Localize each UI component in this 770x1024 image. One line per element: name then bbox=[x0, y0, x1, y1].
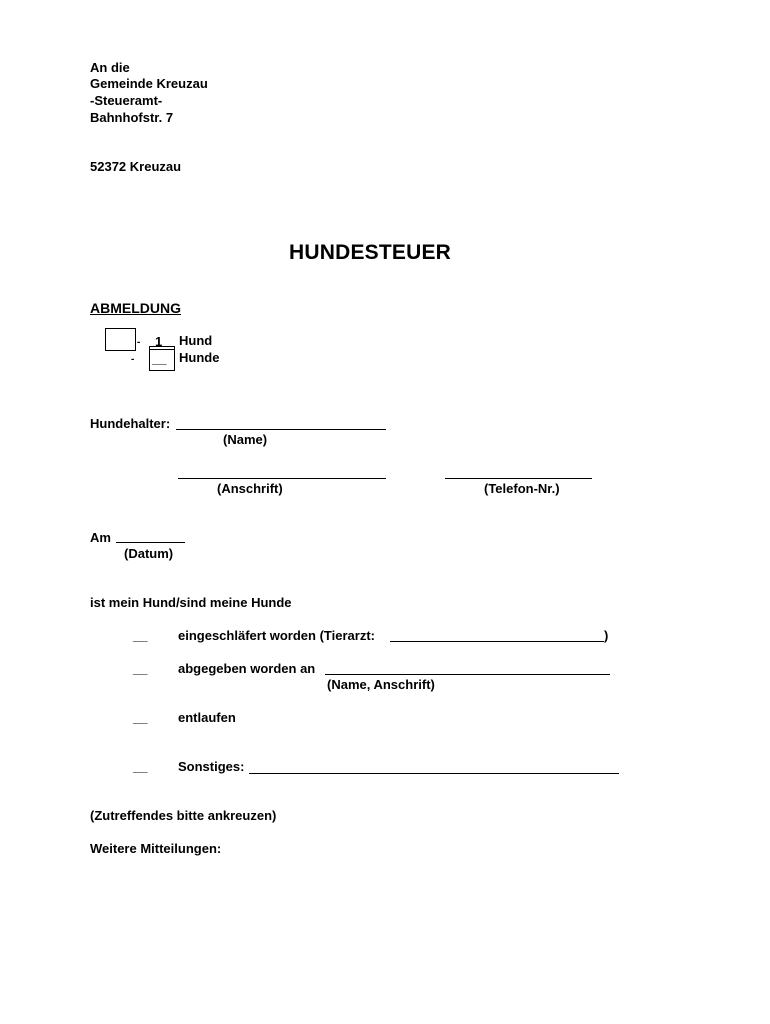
dash-1: - bbox=[137, 337, 141, 348]
recipient-line-1: An die bbox=[90, 60, 130, 75]
option-mark-runaway[interactable]: __ bbox=[133, 710, 148, 725]
option-mark-euthanized[interactable]: __ bbox=[133, 628, 148, 643]
further-notes-label: Weitere Mitteilungen: bbox=[90, 841, 222, 856]
option-mark-other[interactable]: __ bbox=[133, 759, 148, 774]
holder-name-caption: (Name) bbox=[223, 432, 268, 447]
dog-count-2: __ bbox=[152, 351, 167, 366]
tick-note: (Zutreffendes bitte ankreuzen) bbox=[90, 808, 277, 823]
holder-address-field[interactable] bbox=[178, 478, 386, 479]
option-text-euthanized: eingeschläfert worden (Tierarzt: bbox=[178, 628, 375, 643]
dog-label-hunde: Hunde bbox=[179, 350, 220, 365]
holder-name-field[interactable] bbox=[176, 429, 386, 430]
option-text-given-away: abgegeben worden an bbox=[178, 661, 316, 676]
option-close-paren: ) bbox=[604, 628, 609, 643]
recipient-line-3: -Steueramt- bbox=[90, 93, 163, 108]
date-caption: (Datum) bbox=[124, 546, 174, 561]
dog-label-hund: Hund bbox=[179, 333, 213, 348]
holder-phone-field[interactable] bbox=[445, 478, 592, 479]
holder-address-caption: (Anschrift) bbox=[217, 481, 283, 496]
dash-2: - bbox=[131, 354, 135, 365]
holder-label: Hundehalter: bbox=[90, 416, 171, 431]
vet-field[interactable] bbox=[390, 641, 604, 642]
option-text-other: Sonstiges: bbox=[178, 759, 245, 774]
date-label: Am bbox=[90, 530, 111, 545]
option-text-runaway: entlaufen bbox=[178, 710, 236, 725]
recipient-line-2: Gemeinde Kreuzau bbox=[90, 76, 208, 91]
holder-phone-caption: (Telefon-Nr.) bbox=[484, 481, 560, 496]
recipient-street: Bahnhofstr. 7 bbox=[90, 110, 174, 125]
recipient-caption: (Name, Anschrift) bbox=[327, 677, 435, 692]
recipient-field[interactable] bbox=[325, 674, 610, 675]
section-heading: ABMELDUNG bbox=[90, 300, 181, 316]
recipient-city: 52372 Kreuzau bbox=[90, 159, 182, 174]
dog-count-1: 1 bbox=[155, 334, 163, 349]
option-mark-given-away[interactable]: __ bbox=[133, 661, 148, 676]
other-field[interactable] bbox=[249, 773, 619, 774]
statement-text: ist mein Hund/sind meine Hunde bbox=[90, 595, 292, 610]
count-checkbox-hund[interactable] bbox=[105, 328, 136, 351]
document-title: HUNDESTEUER bbox=[289, 241, 452, 264]
date-field[interactable] bbox=[116, 542, 185, 543]
